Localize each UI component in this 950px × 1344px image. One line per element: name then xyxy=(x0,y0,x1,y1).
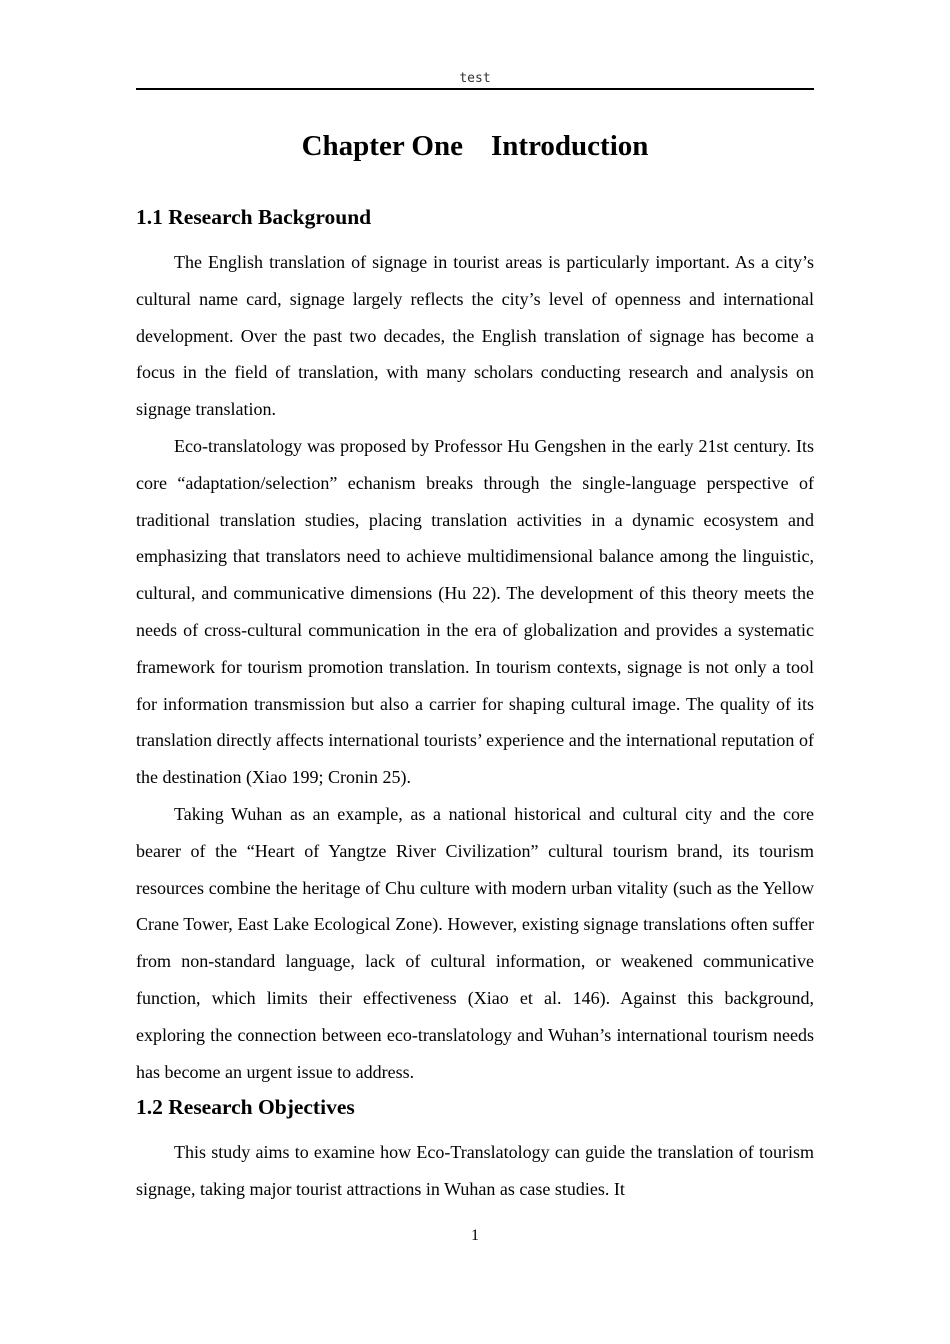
paragraph: This study aims to examine how Eco-Translatology can guide the translation of tourism signage, taking major tourist attractions in Wuhan as case studies. It xyxy=(136,1142,814,1200)
chapter-name: Introduction xyxy=(491,130,649,162)
chapter-title xyxy=(136,118,814,174)
running-header: test xyxy=(459,71,491,86)
page-body xyxy=(136,118,814,1208)
paragraph: Eco-translatology was proposed by Professor Hu Gengshen in the early 21st century. Its core “adaptation/selection” echanism breaks through the single-language perspective of traditional translation studies, placing translation activities in a dynamic ecosystem and emphasizing that translators need to achieve multidimensional balance among the linguistic, cultural, and communicative dimensions (Hu 22). The development of this theory meets the needs of cross-cultural communication in the era of globalization and provides a systematic framework for tourism promotion translation. In tourism contexts, signage is not only a tool for information transmission but also a carrier for shaping cultural image. The quality of its translation directly affects international tourists’ experience and the international reputation of the destination (Xiao 199; Cronin 25). xyxy=(136,435,814,788)
section-heading-research-background: 1.1 Research Background xyxy=(136,205,372,229)
chapter-label: Chapter One xyxy=(301,130,463,162)
header-rule xyxy=(136,88,814,90)
section-heading-research-objectives: 1.2 Research Objectives xyxy=(136,1095,355,1120)
page-number: 1 xyxy=(471,1227,479,1244)
paragraph: The English translation of signage in tourist areas is particularly important. As a city’s cultural name card, signage largely reflects the city’s level of openness and international development. Over the past two decades, the English translation of signage has become a focus in the field of translation, with many scholars conducting research and analysis on signage translation. xyxy=(136,252,814,420)
paragraph: Taking Wuhan as an example, as a national historical and cultural city and the core bearer of the “Heart of Yangtze River Civilization” cultural tourism brand, its tourism resources combine the heritage of Chu culture with modern urban vitality (such as the Yellow Crane Tower, East Lake Ecological Zone). However, existing signage translations often suffer from non-standard language, lack of cultural information, or weakened communicative function, which limits their effectiveness (Xiao et al. 146). Against this background, exploring the connection between eco-translatology and Wuhan’s international tourism needs has become an urgent issue to address. xyxy=(136,803,814,1082)
